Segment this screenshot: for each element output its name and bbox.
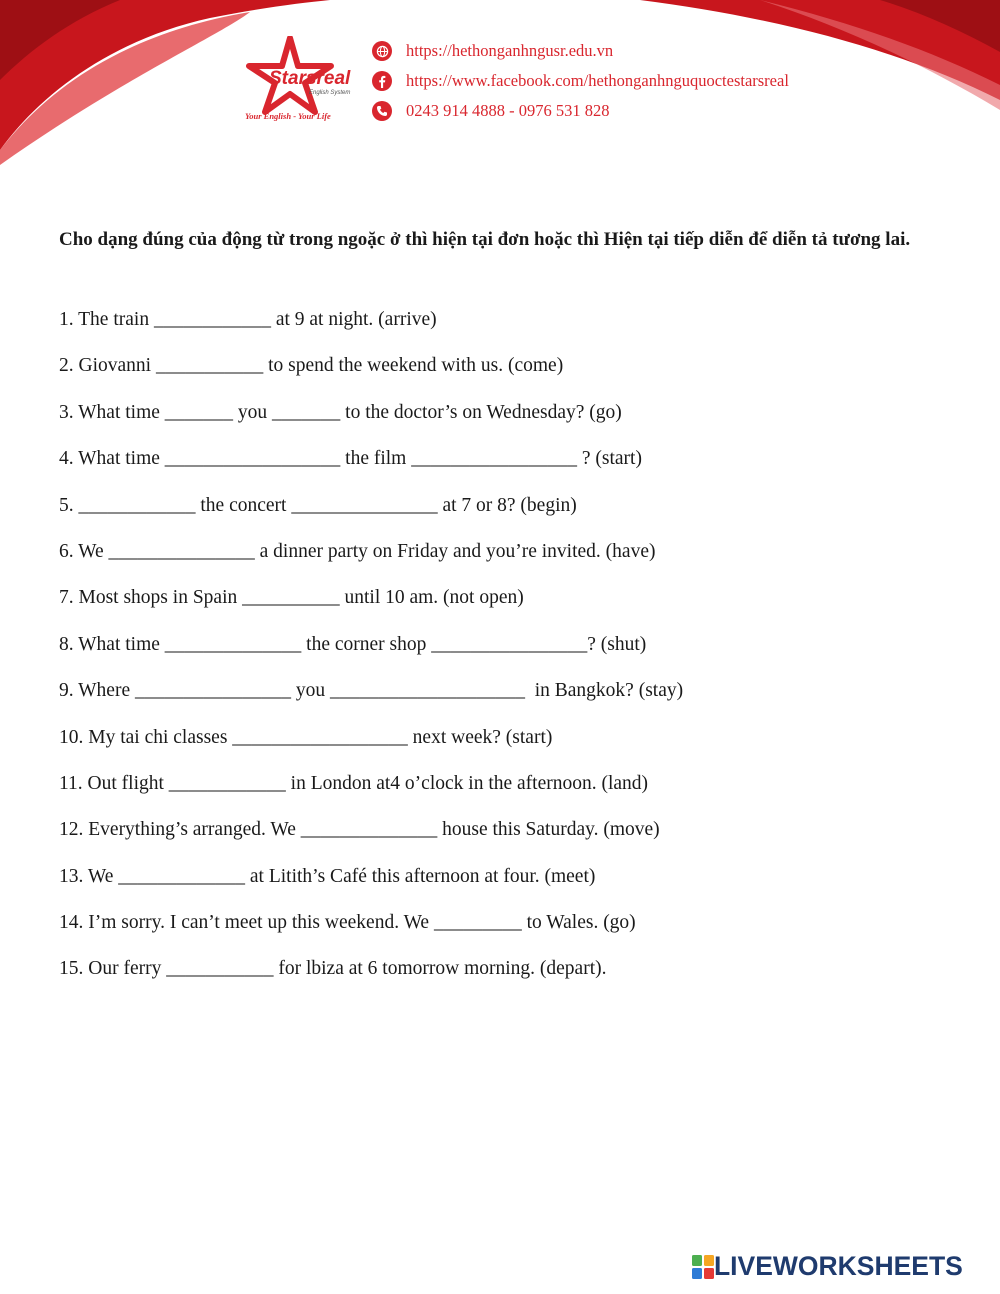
phone-icon xyxy=(372,101,392,121)
globe-icon xyxy=(372,41,392,61)
logo-tagline: Your English - Your Life xyxy=(245,111,331,121)
question-item: 6. We _______________ a dinner party on Friday and you’re invited. (have) xyxy=(59,540,656,562)
facebook-link[interactable]: https://www.facebook.com/hethonganhnguquoctestarsreal xyxy=(406,71,789,90)
starsreal-logo xyxy=(243,36,358,128)
question-item: 11. Out flight ____________ in London at4 o’clock in the afternoon. (land) xyxy=(59,772,649,794)
question-item: 7. Most shops in Spain __________ until 10 am. (not open) xyxy=(59,587,524,609)
question-item: 15. Our ferry ___________ for lbiza at 6 tomorrow morning. (depart). xyxy=(59,958,607,980)
question-item: 14. I’m sorry. I can’t meet up this weekend. We _________ to Wales. (go) xyxy=(59,912,636,934)
question-item: 1. The train ____________ at 9 at night. (arrive) xyxy=(59,309,437,330)
liveworksheets-wordmark: LIVEWORKSHEETS xyxy=(714,1251,963,1281)
question-item: 8. What time ______________ the corner shop ________________? (shut) xyxy=(59,633,647,655)
contact-list xyxy=(372,36,789,126)
contact-facebook[interactable] xyxy=(372,66,789,96)
question-item: 5. ____________ the concert _______________ at 7 or 8? (begin) xyxy=(59,494,577,516)
contact-phone[interactable] xyxy=(372,96,789,126)
question-item: 2. Giovanni ___________ to spend the weekend with us. (come) xyxy=(59,355,564,377)
facebook-icon xyxy=(372,71,392,91)
question-item: 12. Everything’s arranged. We ______________ house this Saturday. (move) xyxy=(59,819,660,841)
phone-numbers: 0243 914 4888 - 0976 531 828 xyxy=(406,101,610,120)
liveworksheets-icon xyxy=(692,1255,714,1279)
question-item: 4. What time __________________ the film _________________ ? (start) xyxy=(59,448,642,470)
question-item: 3. What time _______ you _______ to the doctor’s on Wednesday? (go) xyxy=(59,401,622,423)
instructions-heading: Cho dạng đúng của động từ trong ngoặc ở thì hiện tại đơn hoặc thì Hiện tại tiếp diễn để diễn tả tương lai. xyxy=(59,229,911,250)
logo-brand: Starsreal xyxy=(269,68,351,89)
liveworksheets-logo[interactable] xyxy=(692,1251,963,1282)
logo-subtitle: English System xyxy=(309,90,351,96)
question-item: 9. Where ________________ you ____________________ in Bangkok? (stay) xyxy=(59,680,684,702)
contact-website[interactable] xyxy=(372,36,789,66)
question-item: 13. We _____________ at Litith’s Café this afternoon at four. (meet) xyxy=(59,865,596,887)
question-list xyxy=(59,302,949,998)
question-item: 10. My tai chi classes __________________ next week? (start) xyxy=(59,726,553,748)
website-link[interactable]: https://hethonganhngusr.edu.vn xyxy=(406,41,614,60)
